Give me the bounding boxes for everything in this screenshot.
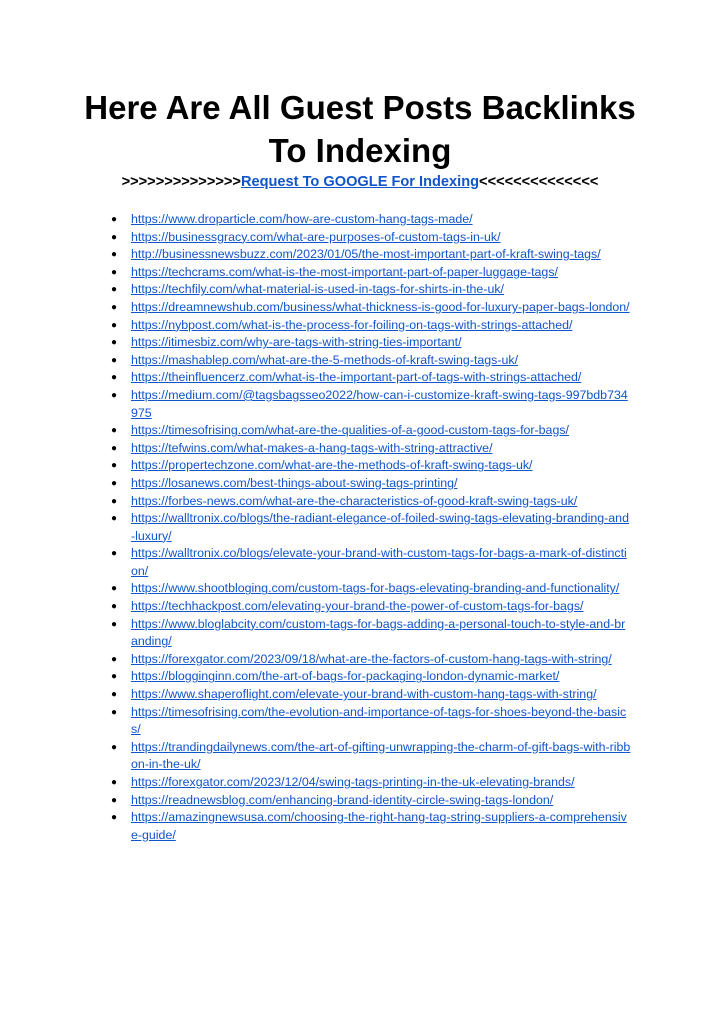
backlink-link[interactable]: https://forexgator.com/2023/09/18/what-are-the-factors-of-custom-hang-tags-with-string/ bbox=[131, 651, 612, 666]
backlink-link[interactable]: https://dreamnewshub.com/business/what-thickness-is-good-for-luxury-paper-bags-london/ bbox=[131, 299, 630, 314]
backlink-link[interactable]: https://blogginginn.com/the-art-of-bags-for-packaging-london-dynamic-market/ bbox=[131, 669, 560, 684]
list-item bbox=[0, 686, 631, 704]
bullet-icon: ● bbox=[111, 812, 118, 824]
bullet-icon: ● bbox=[111, 372, 118, 384]
bullet-icon: ● bbox=[111, 495, 118, 507]
backlink-link[interactable]: https://timesofrising.com/the-evolution-and-importance-of-tags-for-shoes-beyond-the-basics/ bbox=[131, 704, 627, 737]
backlink-link[interactable]: https://nybpost.com/what-is-the-process-for-foiling-on-tags-with-strings-attached/ bbox=[131, 317, 573, 332]
bullet-icon: ● bbox=[111, 354, 118, 366]
list-item bbox=[0, 739, 631, 774]
list-item bbox=[0, 598, 631, 616]
list-item bbox=[0, 352, 631, 370]
list-item bbox=[0, 545, 631, 580]
list-item bbox=[0, 668, 631, 686]
request-indexing-line bbox=[60, 171, 660, 193]
list-item bbox=[0, 651, 631, 669]
list-item bbox=[0, 792, 631, 810]
list-item bbox=[0, 457, 631, 475]
bullet-icon: ● bbox=[111, 671, 118, 683]
list-item bbox=[0, 334, 631, 352]
backlinks-list bbox=[0, 211, 720, 844]
backlink-link[interactable]: https://theinfluencerz.com/what-is-the-important-part-of-tags-with-strings-attached/ bbox=[131, 370, 582, 385]
list-item bbox=[0, 440, 631, 458]
request-indexing-link[interactable]: Request To GOOGLE For Indexing bbox=[240, 174, 480, 190]
list-item bbox=[0, 387, 631, 422]
bullet-icon: ● bbox=[111, 777, 118, 788]
list-item bbox=[0, 369, 631, 387]
backlink-link[interactable]: https://timesofrising.com/what-are-the-qualities-of-a-good-custom-tags-for-bags/ bbox=[131, 423, 569, 438]
bullet-icon: ● bbox=[111, 301, 118, 313]
backlink-link[interactable]: https://itimesbiz.com/why-are-tags-with-string-ties-important/ bbox=[131, 335, 462, 350]
backlink-link[interactable]: https://www.shootbloging.com/custom-tags-for-bags-elevating-branding-and-functionality/ bbox=[131, 581, 620, 596]
list-item bbox=[0, 211, 631, 229]
page-title-line-1: Here Are All Guest Posts Backlinks bbox=[84, 89, 636, 126]
list-item bbox=[0, 774, 631, 792]
bullet-icon: ● bbox=[111, 460, 118, 472]
bullet-icon: ● bbox=[111, 266, 118, 278]
backlink-link[interactable]: https://businessgracy.com/what-are-purposes-of-custom-tags-in-uk/ bbox=[131, 229, 501, 244]
backlink-link[interactable]: https://forbes-news.com/what-are-the-characteristics-of-good-kraft-swing-tags-uk/ bbox=[131, 493, 578, 508]
bullet-icon: ● bbox=[111, 618, 118, 630]
backlink-link[interactable]: http://businessnewsbuzz.com/2023/01/05/the-most-important-part-of-kraft-swing-tags/ bbox=[131, 247, 601, 262]
bullet-icon: ● bbox=[111, 689, 118, 701]
bullet-icon: ● bbox=[111, 425, 118, 437]
bullet-icon: ● bbox=[111, 601, 118, 613]
backlink-link[interactable]: https://tefwins.com/what-makes-a-hang-tags-with-string-attractive/ bbox=[131, 440, 493, 455]
bullet-icon: ● bbox=[111, 337, 118, 349]
backlink-link[interactable]: https://walltronix.co/blogs/elevate-your-brand-with-custom-tags-for-bags-a-mark-of-distinction/ bbox=[131, 546, 627, 578]
bullet-icon: ● bbox=[111, 706, 118, 718]
backlink-link[interactable]: https://techcrams.com/what-is-the-most-important-part-of-paper-luggage-tags/ bbox=[131, 264, 558, 279]
list-item bbox=[0, 229, 631, 247]
backlink-link[interactable]: https://medium.com/@tagsbagsseo2022/how-can-i-customize-kraft-swing-tags-997bdb734975 bbox=[131, 387, 628, 420]
list-item bbox=[0, 422, 631, 440]
bullet-icon: ● bbox=[111, 284, 118, 296]
backlink-link[interactable]: https://www.bloglabcity.com/custom-tags-for-bags-adding-a-personal-touch-to-style-and-branding/ bbox=[131, 616, 626, 649]
backlink-link[interactable]: https://losanews.com/best-things-about-swing-tags-printing/ bbox=[131, 475, 458, 490]
list-item bbox=[0, 475, 631, 493]
bullet-icon: ● bbox=[111, 477, 118, 489]
page-title bbox=[60, 86, 660, 172]
backlink-link[interactable]: https://walltronix.co/blogs/the-radiant-elegance-of-foiled-swing-tags-elevating-branding-and-luxury/ bbox=[131, 511, 629, 543]
backlink-link[interactable]: https://trandingdailynews.com/the-art-of-gifting-unwrapping-the-charm-of-gift-bags-with-ribbon-in-the-uk/ bbox=[131, 739, 631, 772]
bullet-icon: ● bbox=[111, 231, 118, 243]
bullet-icon: ● bbox=[111, 653, 118, 665]
backlink-link[interactable]: https://www.shaperoflight.com/elevate-your-brand-with-custom-hang-tags-with-string/ bbox=[131, 687, 597, 702]
bullet-icon: ● bbox=[111, 794, 118, 806]
bullet-icon: ● bbox=[111, 741, 118, 753]
bullet-icon: ● bbox=[111, 583, 118, 595]
list-item bbox=[0, 510, 631, 545]
backlink-link[interactable]: https://readnewsblog.com/enhancing-brand-identity-circle-swing-tags-london/ bbox=[131, 792, 554, 807]
list-item bbox=[0, 704, 631, 739]
bullet-icon: ● bbox=[111, 442, 118, 454]
bullet-icon: ● bbox=[111, 513, 118, 525]
backlink-link[interactable]: https://techhackpost.com/elevating-your-brand-the-power-of-custom-tags-for-bags/ bbox=[131, 599, 584, 614]
list-item bbox=[0, 493, 631, 511]
page-title-line-2: To Indexing bbox=[268, 132, 452, 169]
bullet-icon: ● bbox=[111, 548, 118, 560]
request-prefix-arrows: >>>>>>>>>>>>>> bbox=[121, 174, 241, 190]
backlink-link[interactable]: https://propertechzone.com/what-are-the-methods-of-kraft-swing-tags-uk/ bbox=[131, 458, 533, 473]
backlink-link[interactable]: https://mashablep.com/what-are-the-5-methods-of-kraft-swing-tags-uk/ bbox=[131, 352, 519, 367]
backlink-link[interactable]: https://forexgator.com/2023/12/04/swing-tags-printing-in-the-uk-elevating-brands/ bbox=[131, 775, 575, 789]
list-item bbox=[0, 264, 631, 282]
backlink-link[interactable]: https://techfily.com/what-material-is-used-in-tags-for-shirts-in-the-uk/ bbox=[131, 282, 504, 297]
backlink-link[interactable]: https://www.droparticle.com/how-are-custom-hang-tags-made/ bbox=[131, 212, 473, 226]
bullet-icon: ● bbox=[111, 389, 118, 401]
list-item bbox=[0, 580, 631, 598]
list-item bbox=[0, 281, 631, 299]
list-item bbox=[0, 299, 631, 317]
bullet-icon: ● bbox=[111, 214, 118, 225]
request-suffix-arrows: <<<<<<<<<<<<<< bbox=[479, 174, 599, 190]
backlink-link[interactable]: https://amazingnewsusa.com/choosing-the-right-hang-tag-string-suppliers-a-comprehensive-guide/ bbox=[131, 810, 627, 842]
list-item bbox=[0, 317, 631, 335]
bullet-icon: ● bbox=[111, 319, 118, 331]
bullet-icon: ● bbox=[111, 249, 118, 261]
list-item bbox=[0, 616, 631, 651]
list-item bbox=[0, 246, 631, 264]
list-item bbox=[0, 809, 631, 844]
